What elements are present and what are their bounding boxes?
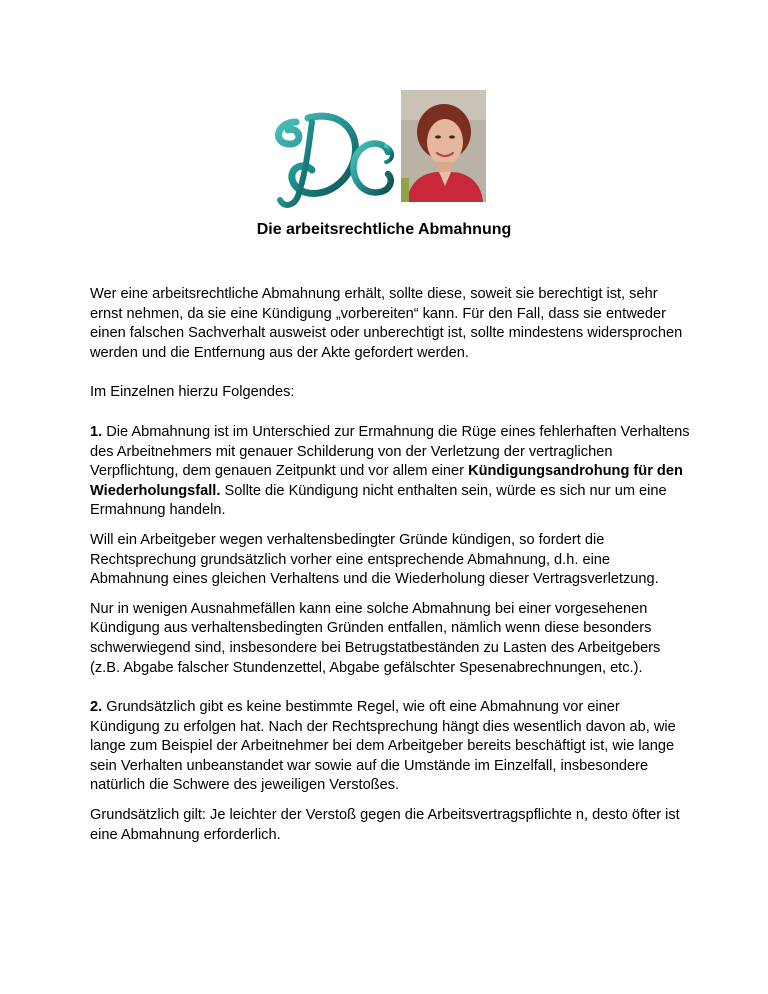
paragraph-text: Grundsätzlich gibt es keine bestimmte Regel, wie oft eine Abmahnung vor einer Kündigung zu erfolgen hat. Nach der Rechtsprechung hängt dies wesentlich davon ab, wie lange zum Beispiel der Arbeitnehmer bei dem Arbeitgeber bereits beschäftigt ist, wie lange sein Verhalten unbeanstandet war sowie auf die Umstände im Einzelfall, insbesondere natürlich die Schwere des jeweiligen Verstoßes. [90, 699, 676, 794]
paragraph-text: Sollte die Kündigung nicht enthalten sein, würde es sich nur um eine Ermahnung handeln. [90, 482, 667, 519]
paragraph-intro: Wer eine arbeitsrechtliche Abmahnung erhält, sollte diese, soweit sie berechtigt ist, sehr ernst nehmen, da sie eine Kündigung „vorbereiten“ kann. Für den Fall, dass sie entweder einen falschen Sachverhalt ausweist oder unberechtigt ist, sollte mindestens widersprochen werden und die Entfernung aus der Akte gefordert werden. [90, 286, 683, 361]
paragraph-point-1 [90, 423, 690, 521]
point-number: 1. [90, 423, 103, 440]
monogram-logo-icon [268, 100, 398, 215]
paragraph-overview: Im Einzelnen hierzu Folgendes: [90, 384, 295, 401]
paragraph-point-2 [90, 698, 690, 796]
portrait-icon [401, 90, 486, 202]
logo [268, 100, 398, 215]
document-title: Die arbeitsrechtliche Abmahnung [256, 221, 512, 238]
emphasis-text: Kündigungsandrohung für den Wiederholungsfall. [90, 463, 683, 499]
portrait-photo [401, 90, 486, 202]
point-number: 2. [90, 699, 103, 716]
document-body [90, 285, 690, 845]
paragraph-exceptions: Nur in wenigen Ausnahmefällen kann eine solche Abmahnung bei einer vorgesehenen Kündigung aus verhaltensbedingten Gründen entfallen, nämlich wenn diese besonders schwerwiegend sind, insbesondere bei Betrugstatbeständen zu Lasten des Arbeitgebers (z.B. Abgabe falscher Stundenzettel, Abgabe gefälschter Spesenabrechnungen, etc.). [90, 600, 661, 676]
paragraph-rule: Will ein Arbeitgeber wegen verhaltensbedingter Gründe kündigen, so fordert die Rechtsprechung grundsätzlich vorher eine entsprechende Abmahnung, d.h. eine Abmahnung eines gleichen Verhaltens und die Wiederholung dieser Vertragsverletzung. [90, 531, 659, 588]
paragraph-principle: Grundsätzlich gilt: Je leichter der Verstoß gegen die Arbeitsvertragspflichte n, desto öfter ist eine Abmahnung erforderlich. [90, 807, 680, 843]
paragraph-text: Die Abmahnung ist im Unterschied zur Ermahnung die Rüge eines fehlerhaften Verhaltens des Arbeitnehmers mit genauer Schilderung von der Verletzung der vertraglichen Verpflichtung, dem genauen Zeitpunkt und vor allem einer [90, 423, 690, 480]
